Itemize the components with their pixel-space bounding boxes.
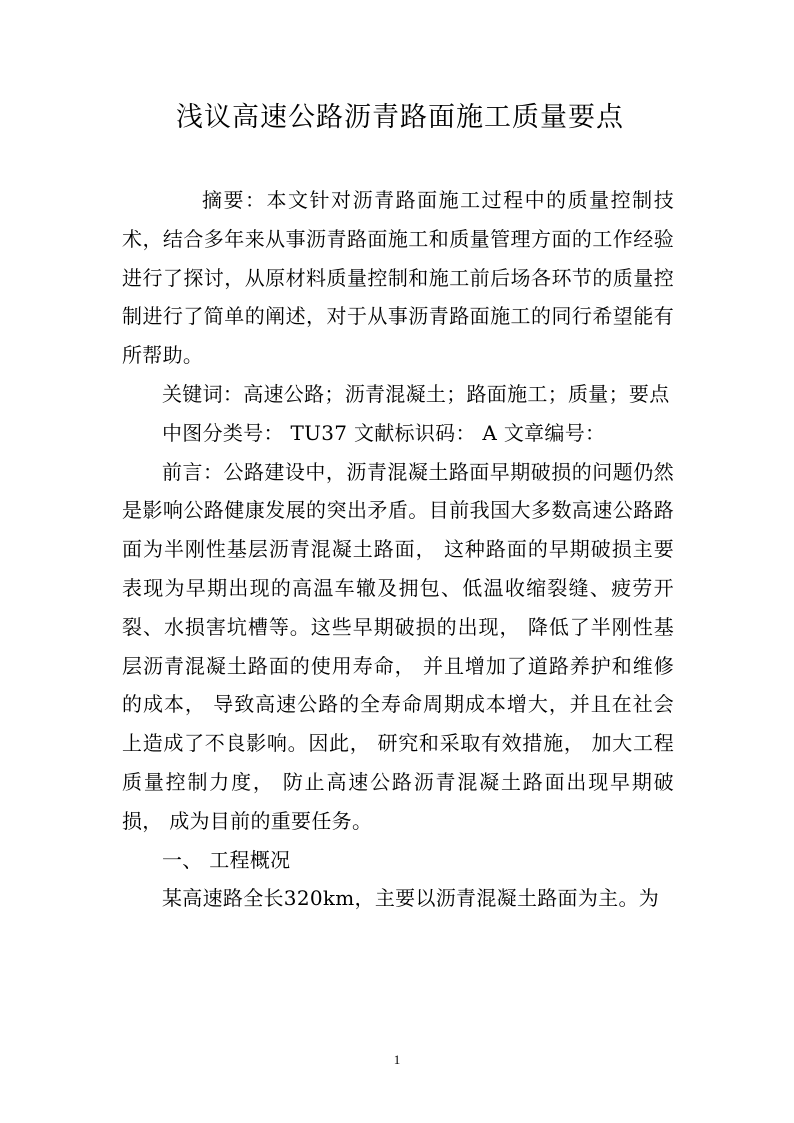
body-paragraph: 某高速路全长320km，主要以沥青混凝土路面为主。为	[162, 886, 660, 911]
page-number: 1	[393, 1052, 401, 1067]
document-title: 浅议高速公路沥青路面施工质量要点	[176, 102, 624, 133]
document-body	[122, 181, 674, 918]
preface-paragraph: 前言：公路建设中，沥青混凝土路面早期破损的问题仍然是影响公路健康发展的突出矛盾。目前我国大多数高速公路路面为半刚性基层沥青混凝土路面， 这种路面的早期破损主要表现为早期出现的高温车辙及拥包、低温收缩裂缝、疲劳开裂、水损害坑槽等。这些早期破损的出现， 降低了半刚性基层沥青混凝土路面的使用寿命， 并且增加了道路养护和维修的成本， 导致高速公路的全寿命周期成本增大，并且在社会上造成了不良影响。因此， 研究和采取有效措施， 加大工程质量控制力度， 防止高速公路沥青混凝土路面出现早期破损， 成为目前的重要任务。	[122, 459, 674, 833]
keywords-paragraph: 关键词：高速公路；沥青混凝土；路面施工；质量；要点	[162, 381, 670, 406]
abstract-paragraph: 摘要：本文针对沥青路面施工过程中的质量控制技术，结合多年来从事沥青路面施工和质量管理方面的工作经验进行了探讨，从原材料质量控制和施工前后场各环节的质量控制进行了简单的阐述，对于从事沥青路面施工的同行希望能有所帮助。	[122, 188, 674, 368]
classification-paragraph: 中图分类号： TU37 文献标识码： A 文章编号：	[162, 420, 606, 445]
section-heading: 一、 工程概况	[162, 847, 291, 872]
